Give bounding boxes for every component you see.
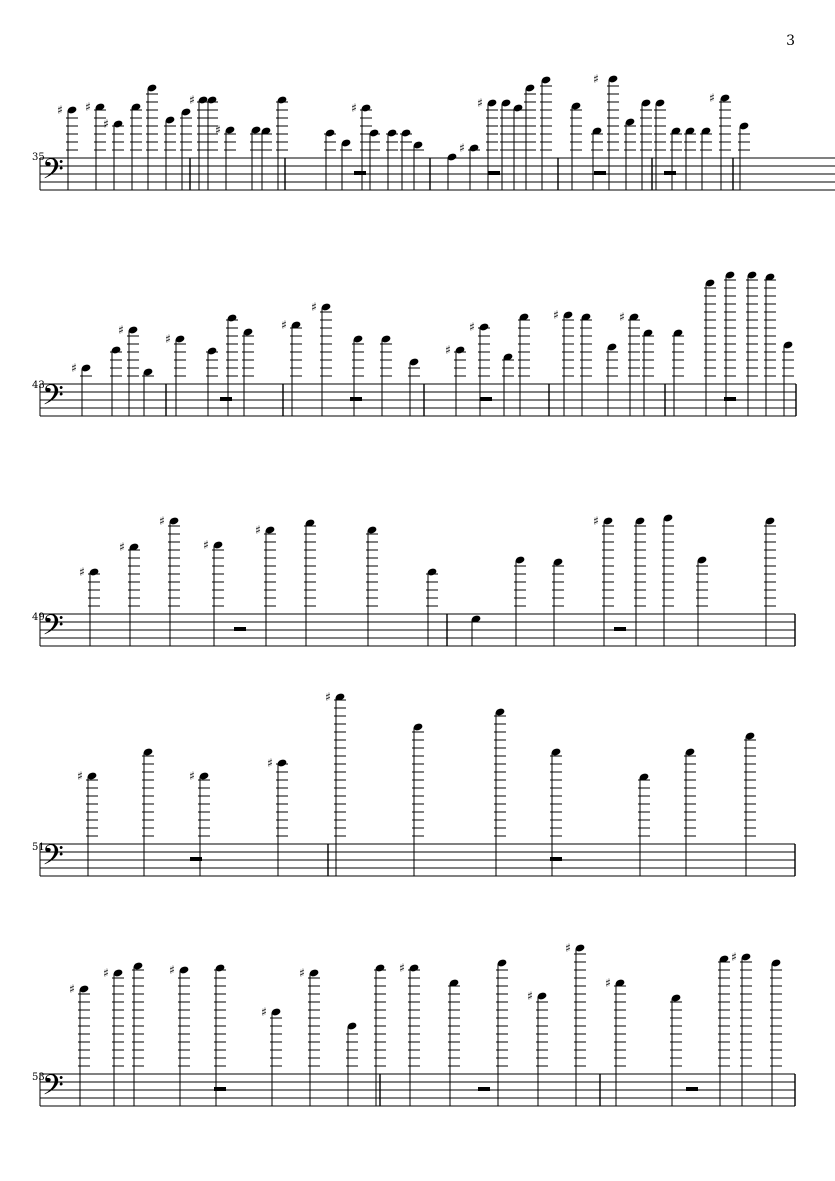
sharp-sign: ♯ <box>71 361 77 375</box>
bass-clef: 𝄢 <box>42 839 64 879</box>
sharp-sign: ♯ <box>619 310 625 324</box>
bass-clef: 𝄢 <box>42 609 64 649</box>
half-rest <box>480 397 492 401</box>
bass-clef: 𝄢 <box>42 1069 64 1109</box>
measure-number-53: 53 <box>32 1072 45 1083</box>
sharp-sign: ♯ <box>77 769 83 783</box>
half-rest <box>686 1087 698 1091</box>
sharp-sign: ♯ <box>169 963 175 977</box>
half-rest <box>234 627 246 631</box>
half-rest <box>664 171 676 175</box>
bass-clef: 𝄢 <box>42 379 64 419</box>
sharp-sign: ♯ <box>119 540 125 554</box>
sharp-sign: ♯ <box>565 941 571 955</box>
page-number: 3 <box>786 33 795 49</box>
half-rest <box>724 397 736 401</box>
sharp-sign: ♯ <box>159 514 165 528</box>
sharp-sign: ♯ <box>261 1005 267 1019</box>
sharp-sign: ♯ <box>203 538 209 552</box>
half-rest <box>478 1087 490 1091</box>
sharp-sign: ♯ <box>299 966 305 980</box>
sharp-sign: ♯ <box>709 91 715 105</box>
sharp-sign: ♯ <box>325 690 331 704</box>
sharp-sign: ♯ <box>459 141 465 155</box>
half-rest <box>614 627 626 631</box>
sharp-sign: ♯ <box>215 123 221 137</box>
sharp-sign: ♯ <box>103 117 109 131</box>
sharp-sign: ♯ <box>593 72 599 86</box>
half-rest <box>350 397 362 401</box>
sharp-sign: ♯ <box>731 950 737 964</box>
sharp-sign: ♯ <box>165 332 171 346</box>
measure-number-51: 51 <box>32 842 45 853</box>
sharp-sign: ♯ <box>605 976 611 990</box>
sharp-sign: ♯ <box>57 103 63 117</box>
half-rest <box>354 171 366 175</box>
sharp-sign: ♯ <box>85 100 91 114</box>
measure-number-35: 35 <box>32 152 45 163</box>
measure-number-49: 49 <box>32 612 45 623</box>
half-rest <box>214 1087 226 1091</box>
sharp-sign: ♯ <box>281 318 287 332</box>
sharp-sign: ♯ <box>477 96 483 110</box>
sharp-sign: ♯ <box>267 756 273 770</box>
sharp-sign: ♯ <box>79 565 85 579</box>
sharp-sign: ♯ <box>255 523 261 537</box>
sharp-sign: ♯ <box>445 343 451 357</box>
sharp-sign: ♯ <box>69 982 75 996</box>
bass-clef: 𝄢 <box>42 153 64 193</box>
half-rest <box>488 171 500 175</box>
sharp-sign: ♯ <box>527 989 533 1003</box>
sharp-sign: ♯ <box>189 93 195 107</box>
sharp-sign: ♯ <box>399 961 405 975</box>
sharp-sign: ♯ <box>593 514 599 528</box>
half-rest <box>190 857 202 861</box>
sharp-sign: ♯ <box>553 308 559 322</box>
half-rest <box>550 857 562 861</box>
sharp-sign: ♯ <box>189 769 195 783</box>
half-rest <box>594 171 606 175</box>
sharp-sign: ♯ <box>118 323 124 337</box>
sharp-sign: ♯ <box>469 320 475 334</box>
half-rest <box>220 397 232 401</box>
measure-number-43: 43 <box>32 380 45 391</box>
sharp-sign: ♯ <box>351 101 357 115</box>
sharp-sign: ♯ <box>311 300 317 314</box>
sharp-sign: ♯ <box>103 966 109 980</box>
